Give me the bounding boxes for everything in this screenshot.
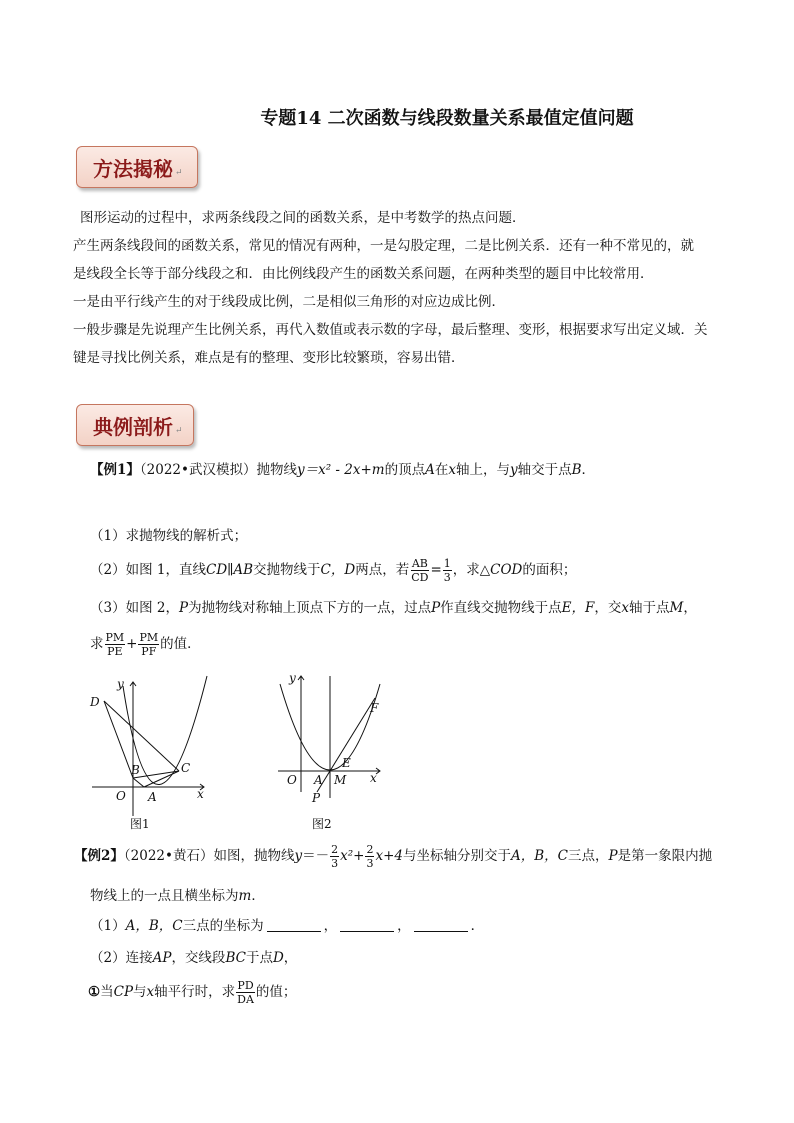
fig2-label-m: M — [334, 773, 347, 787]
fig1-caption: 图1 — [130, 817, 150, 831]
fraction-pd-da: $\frac{PD}{DA}$ — [237, 979, 254, 1006]
fraction-two-thirds-a: $\frac{2}{3}$ — [331, 843, 339, 870]
fig1-label-o: O — [116, 789, 126, 803]
example1-question-2: （2）如图 1，直线CD∥AB交抛物线于C，D两点，若 $\frac{AB}{CD}$ = $\frac{1}{3}$ ，求△COD的面积； — [90, 557, 577, 584]
example2-question-2-part-1: ①当CP与x轴平行时，求 $\frac{PD}{DA}$ 的值； — [88, 979, 297, 1006]
method-paragraph-1: 图形运动的过程中，求两条线段之间的函数关系，是中考数学的热点问题． — [80, 210, 526, 226]
example2-tag: 【例2】 — [74, 848, 124, 864]
answer-blank-c[interactable] — [414, 917, 468, 932]
section-header-method — [76, 146, 198, 188]
example1-tag: 【例1】 — [90, 462, 140, 478]
section-header-examples — [76, 404, 194, 446]
method-paragraph-2: 产生两条线段间的函数关系，常见的情况有两种，一是勾股定理，二是比例关系．还有一种不常见的，就 — [73, 238, 694, 254]
return-mark-icon: ↵ — [175, 426, 183, 436]
return-mark-icon: ↵ — [175, 168, 183, 178]
figure-1 — [86, 668, 216, 834]
method-paragraph-6: 键是寻找比例关系，难点是有的整理、变形比较繁琐，容易出错． — [73, 350, 465, 366]
method-paragraph-4: 一是由平行线产生的对于线段成比例，二是相似三角形的对应边成比例． — [73, 294, 505, 310]
example2-stem-cont: 物线上的一点且横坐标为m． — [90, 888, 265, 904]
fig2-label-a: A — [314, 773, 323, 787]
circled-one-icon: ① — [88, 984, 101, 1000]
example1-stem: 【例1】（2022•武汉模拟）抛物线y＝x² - 2x+m的顶点A在x轴上，与y轴交于点B． — [90, 462, 596, 478]
fraction-two-thirds-b: $\frac{2}{3}$ — [366, 843, 374, 870]
page-title: 专题14 二次函数与线段数量关系最值定值问题 — [260, 108, 634, 129]
fig2-label-o: O — [287, 773, 297, 787]
example1-question-3-cont: 求 $\frac{PM}{PE}$ + $\frac{PM}{PF}$ 的值． — [90, 631, 201, 658]
section-header-method-label: 方法揭秘 — [93, 156, 173, 181]
method-paragraph-5: 一般步骤是先说理产生比例关系，再代入数值或表示数的字母，最后整理、变形，根据要求写出定义域．关 — [73, 322, 708, 338]
fig1-label-d: D — [90, 695, 100, 709]
fig1-label-b: B — [131, 763, 140, 777]
fraction-ab-cd: $\frac{AB}{CD}$ — [411, 557, 429, 584]
example1-equation: y＝x² - 2x+m — [296, 462, 385, 478]
method-paragraph-3: 是线段全长等于部分线段之和．由比例线段产生的函数关系问题，在两种类型的题目中比较常用． — [73, 266, 654, 282]
fraction-pm-pe: $\frac{PM}{PE}$ — [105, 631, 125, 658]
fig1-label-x: x — [197, 787, 204, 801]
fig2-label-e: E — [342, 756, 351, 770]
fig2-label-y: y — [289, 671, 296, 685]
answer-blank-a[interactable] — [267, 917, 321, 932]
example2-question-2: （2）连接AP，交线段BC于点D， — [90, 950, 298, 966]
example1-question-3: （3）如图 2，P为抛物线对称轴上顶点下方的一点，过点P作直线交抛物线于点E，F，交x轴于点M， — [90, 600, 697, 616]
fig1-label-c: C — [181, 761, 191, 775]
section-header-examples-label: 典例剖析 — [93, 414, 173, 439]
example2-question-1: （1）A，B，C三点的坐标为 ， ， ． — [90, 918, 485, 934]
fig2-label-f: F — [370, 701, 379, 715]
answer-blank-b[interactable] — [340, 917, 394, 932]
fig1-line-ba — [133, 778, 144, 787]
figure-2 — [272, 668, 394, 834]
example1-question-1: （1）求抛物线的解析式； — [90, 528, 248, 544]
fig1-line-db — [104, 701, 133, 778]
example2-stem: 【例2】（2022•黄石）如图，抛物线y＝－ $\frac{2}{3}$ x²+ $\frac{2}{3}$ x+4与坐标轴分别交于A，B，C三点，P是第一象限内抛 — [74, 843, 713, 870]
fraction-pm-pf: $\frac{PM}{PF}$ — [139, 631, 159, 658]
fig1-line-dc — [104, 701, 179, 771]
fig1-label-a: A — [148, 790, 157, 804]
fig2-caption: 图2 — [312, 817, 332, 831]
fraction-one-third: $\frac{1}{3}$ — [443, 557, 451, 584]
fig2-label-x: x — [370, 771, 377, 785]
fig2-label-p: P — [312, 791, 321, 805]
fig1-label-y: y — [117, 677, 124, 691]
